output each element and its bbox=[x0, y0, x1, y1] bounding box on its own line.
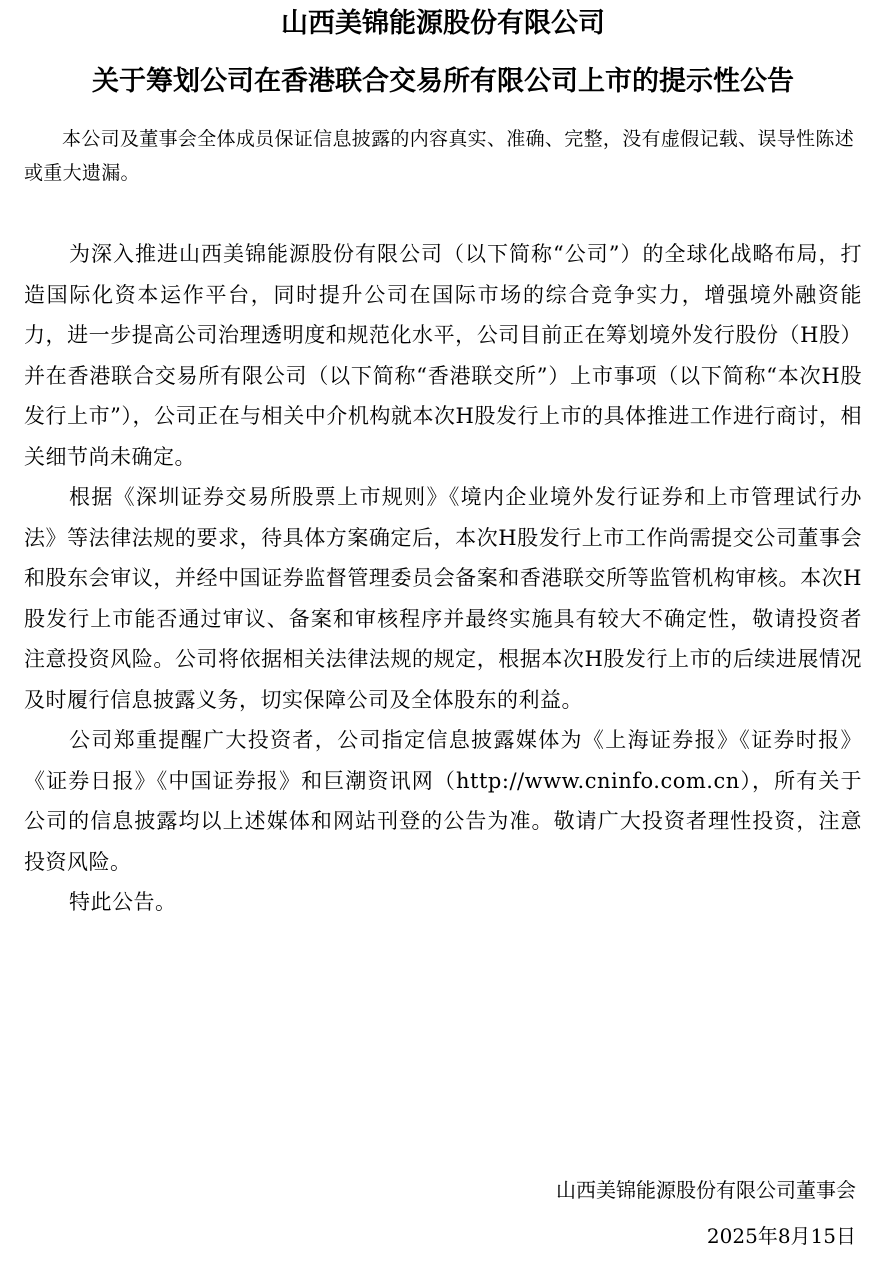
paragraph-disclosure-media: 公司郑重提醒广大投资者，公司指定信息披露媒体为《上海证券报》《证券时报》《证券日报》《中国证券报》和巨潮资讯网（http://www.cninfo.com.cn），所有关于公司的信息披露均以上述媒体和网站刊登的公告为准。敬请广大投资者理性投资，注意投资风险。 bbox=[24, 728, 862, 874]
paragraph-approval-risk: 根据《深圳证券交易所股票上市规则》《境内企业境外发行证券和上市管理试行办法》等法律法规的要求，待具体方案确定后，本次H股发行上市工作尚需提交公司董事会和股东会审议，并经中国证券监督管理委员会备案和香港联交所等监管机构审核。本次H股发行上市能否通过审议、备案和审核程序并最终实施具有较大不确定性，敬请投资者注意投资风险。公司将依据相关法律法规的规定，根据本次H股发行上市的后续进展情况及时履行信息披露义务，切实保障公司及全体股东的利益。 bbox=[24, 485, 862, 712]
board-guarantee-notice: 本公司及董事会全体成员保证信息披露的内容真实、准确、完整，没有虚假记载、误导性陈述或重大遗漏。 bbox=[24, 128, 854, 184]
paragraph-closing: 特此公告。 bbox=[69, 890, 177, 914]
announcement-body bbox=[24, 234, 862, 923]
paragraph-background: 为深入推进山西美锦能源股份有限公司（以下简称“公司”）的全球化战略布局，打造国际化资本运作平台，同时提升公司在国际市场的综合竞争实力，增强境外融资能力，进一步提高公司治理透明度和规范化水平，公司目前正在筹划境外发行股份（H股）并在香港联合交易所有限公司（以下简称“香港联交所”）上市事项（以下简称“本次H股发行上市”），公司正在与相关中介机构就本次H股发行上市的具体推进工作进行商讨，相关细节尚未确定。 bbox=[24, 242, 862, 469]
announcement-title: 关于筹划公司在香港联合交易所有限公司上市的提示性公告 bbox=[92, 66, 794, 97]
signature-organization: 山西美锦能源股份有限公司董事会 bbox=[556, 1178, 856, 1202]
company-name-heading: 山西美锦能源股份有限公司 bbox=[281, 8, 605, 39]
signature-date: 2025年8月15日 bbox=[706, 1224, 856, 1248]
